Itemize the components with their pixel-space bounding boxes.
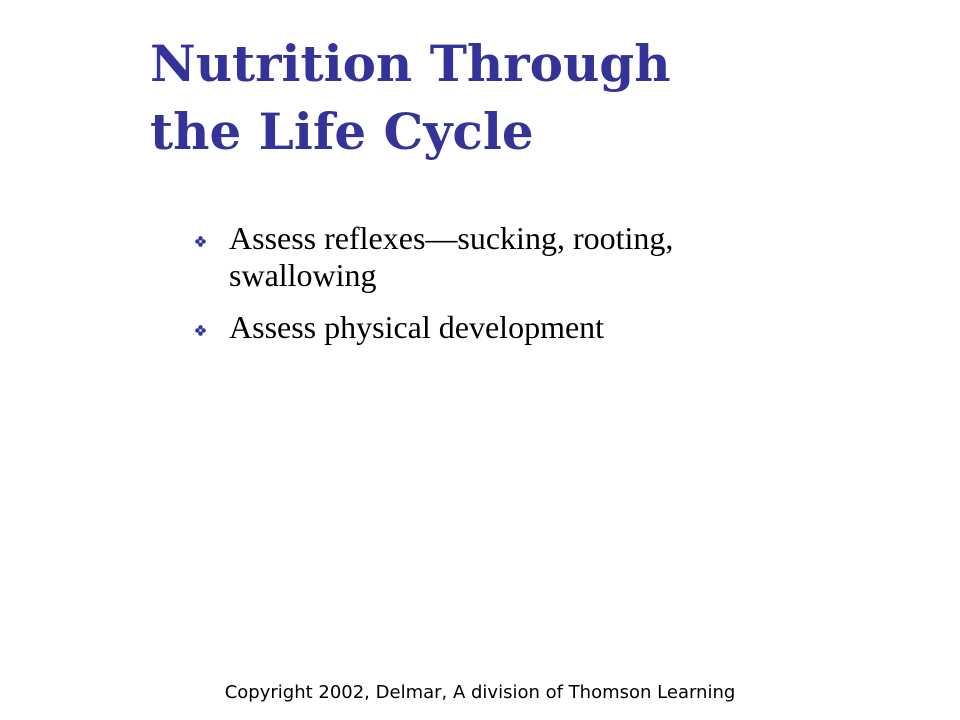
bullet-text: Assess physical development [229,308,605,345]
slide-title-line-1: Nutrition Through [150,34,671,93]
bullet-list [195,220,815,360]
slide-title-line-2: the Life Cycle [150,102,534,161]
bullet-item [195,220,815,295]
copyright-footer: Copyright 2002, Delmar, A division of Thomson Learning [224,682,736,703]
bullet-text: Assess reflexes—sucking, rooting, swallowing [229,220,674,294]
slide-title [150,30,671,166]
flower-bullet-icon [195,325,206,336]
bullet-item [195,309,815,346]
flower-bullet-icon [195,236,206,247]
